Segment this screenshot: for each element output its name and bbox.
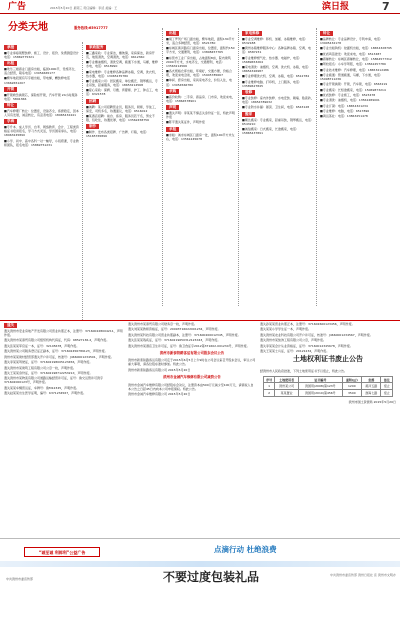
notice-item: 遗失李某某驾驶证，证号：371602198005123456，声明作废。	[4, 360, 93, 365]
newspaper-logo: 滨日报	[322, 2, 350, 12]
notice-item: 遗失某某车辆营运证，车牌号：鲁M12345，声明作废。	[4, 385, 80, 390]
ad-main-text: 不要过度包装礼品	[162, 570, 259, 584]
classified-item: ■专业擦油烟机，清洗空调，疏通下水道，马桶，维修水电，电话：6518990	[86, 60, 158, 69]
notice-item: 遗失某某小学学生证一本，声明作废。	[260, 327, 312, 332]
notice-body: 滨州市金诚汽车维修有限公司经股东会决议，注册资本由500万元减少至100万元，请债权人自本公告之日起45日内向本公司申报债权。特此公告。	[128, 382, 254, 391]
classified-column-4	[242, 30, 314, 320]
category-label: 遗失	[4, 323, 17, 328]
classified-item: ■优质鸡苗批发：欢迎来电，电话：6513487	[320, 51, 382, 56]
classified-item: ■遗失声明：李某某不慎丢失身份证一张，特此声明作废	[166, 110, 235, 119]
classified-item: ■滨州冰箱维修服务中心：各种品牌冰箱、空调，电话：6587231	[242, 46, 311, 55]
notice-item: 遗失滨州市某商贸有限公司组织机构代码证，代码：68527136-2，声明作废。	[4, 338, 110, 343]
classified-column-1	[4, 44, 80, 320]
table-cell: 渤海七路	[361, 390, 381, 397]
notice-title: 滨州市新泰铁路客运有限公司股东会议公告	[159, 350, 225, 355]
category-label: 装修	[242, 90, 255, 95]
classified-item: ■各式规格仓库出租，环境好，交通方便，价格合理，欢迎来电洽谈，电话：15945785667	[166, 69, 232, 78]
land-notice-table	[263, 376, 394, 397]
notice-item: 遗失刘某某教师资格证，证号：20093716022001234，声明作废。	[128, 327, 221, 332]
classified-column-2	[86, 44, 160, 320]
table-row	[263, 383, 393, 390]
classified-item: ■单间、套房出租，家具家电齐全，拎包入住，电话：13054566780	[166, 78, 232, 87]
classified-item: ■专业开锁换锁：开锁，汽车锁，电话：6563219	[320, 82, 388, 87]
banner-phone: 服务热线:65917777	[74, 26, 108, 30]
ad-brand: “诚至诚 利郎利”公益广告	[24, 547, 100, 557]
notice-item: 遗失孙某某营业执照正本，注册号：371602600123456，声明作废。	[260, 322, 355, 326]
notice-item: 遗失王某某士兵证，证号：20121234，声明作废。	[260, 349, 330, 354]
notices-left	[4, 322, 124, 522]
ad-band	[0, 561, 400, 567]
classified-item: ■制作、发布各类招牌、广告牌、灯箱，电话：15165765896	[86, 130, 149, 139]
table-cell: 1200	[342, 383, 361, 390]
section-divider	[0, 320, 400, 321]
classified-item: ■繁华地段现有写字楼出租，带电梯，精装修电话13662651207	[4, 76, 70, 85]
notice-item: 遗失张某某残疾证，证号：37160219650312123X43，声明作废。	[128, 338, 221, 343]
notice-item: 遗失滨州市某建筑工程有限公司公章一枚，声明作废。	[4, 365, 77, 370]
classified-item: ■专升本、成人学历、自考、网络教育、会计、工程类资格证书培训报名，学习方式灵活，学历国家承认，电话：18963245890	[4, 125, 80, 138]
table-cell: 滨州某公司	[275, 383, 298, 390]
land-notice-sign: 滨州市国土资源局 2015年5月20日	[348, 399, 396, 404]
classified-item: ■诚信搬家：日式搬家，长途搬家，电话：15865437891	[242, 126, 299, 135]
page-number: 7	[382, 0, 390, 13]
classified-item: ■优质装修：专业施工，电话：6523478	[320, 93, 376, 98]
classified-item: ■诚聘：某公司招聘营业员，服务员，厨师，学徒工，保安，司机多名，待遇面议，电话：6516012	[86, 104, 158, 113]
classified-item: ■开锁救急换锁芯，保险柜开锁，汽车开锁 24小时服务 电话：5891366	[4, 92, 78, 101]
category-label: 转让	[320, 31, 333, 36]
classified-column-5	[320, 30, 398, 320]
classified-item: ■专业订餐：电话：18654321234	[320, 103, 368, 108]
land-notice-title: 土地权利证书废止公告	[293, 355, 363, 364]
notice-item: 遗失滨州某农业科技有限公司开户许可证，核准号：J4660001234567，声明作废。	[260, 332, 373, 337]
classified-column-3	[166, 30, 236, 320]
table-cell: 2	[263, 390, 275, 397]
classified-item: ■顺达搬家：专业搬家，起重吊装，钢琴搬运，电话：6543210	[242, 117, 314, 126]
category-label: 求租	[166, 127, 179, 132]
classified-item: ■胡丁罗列广场门面出租，繁华地段，面积130平方米，适合多种经营，电话：6521780	[166, 36, 235, 45]
category-label: 搬家	[242, 112, 255, 117]
classified-item: ■专业出租钩机：挖掘机出租，电话：18654328795	[320, 46, 392, 51]
table-cell: 某某置业	[275, 390, 298, 397]
notice-body: 滨州市新泰铁路客运有限公司定于2015年6月5日上午9时在公司会议室召开股东会议，审议公司重大事项，请各位股东准时参加。特此公告。	[128, 358, 256, 367]
category-label: 求购	[166, 89, 179, 94]
category-label: 招聘	[86, 99, 99, 104]
category-label: 开锁	[4, 87, 17, 92]
table-cell: 滨国用(2008)第123号	[298, 383, 342, 390]
classified-item: ■专业维修电脑、打印机，上门服务，电话：13589627845	[242, 79, 302, 88]
category-label: 家电维修	[242, 31, 262, 36]
notice-item: 遗失滨州市某物流有限公司道路运输经营许可证，证号：鲁交运管许可滨字371602000123号，声明作废。	[4, 376, 104, 385]
classified-item: ■专业搬家公司：居民搬家、单位搬迁、钢琴搬运，专业吊装，起重服务，电话：18653214568	[86, 79, 158, 88]
category-label: 学海	[4, 119, 17, 124]
classified-item: ■专业搬家：长短途搬家，电话：15069873214	[320, 87, 386, 92]
table-cell: 黄河五路	[361, 383, 381, 390]
classified-item: ■专业防水补漏：屋顶、卫生间，电话：6543128	[242, 105, 310, 110]
notice-item: 遗失李某某会计从业资格证，证号：37160012345678，声明作废。	[260, 343, 353, 348]
classified-item: ■某酒店招聘：前台、客房、服务员若干名，男女不限，包吃住，待遇优厚，电话：13562458756	[86, 114, 155, 123]
classified-item: ■专业维修：电脑，电话：6517896	[320, 109, 370, 114]
classified-item: ■家电维修：专业维修各种品牌冰箱，空调，洗衣机，热水器，电话：13065235780	[86, 69, 158, 78]
category-label: 家政服务	[86, 45, 106, 50]
table-header-cell: 土地使用者	[275, 376, 298, 383]
notice-item: 遗失王某某身份证，证号：37160219871225321X，声明作废。	[4, 370, 93, 375]
classified-item: ■驾校报名：小车学驾照，电话：13562457789	[320, 62, 386, 67]
classified-item: ■爱心家政：保姆、月嫂、育婴师、护工、钟点工，电话：6321578	[86, 88, 158, 97]
classified-item: ■专业空调维修：移机、加氟、冰箱维修，电话：6532188	[242, 36, 308, 45]
section-title: 广告	[8, 2, 27, 12]
classified-item: ■专业疏通：管道疏通，马桶，下水道，电话：15098711236	[320, 72, 383, 81]
notices-right	[260, 322, 396, 522]
table-cell: 1	[263, 383, 275, 390]
classified-banner	[0, 15, 128, 42]
column-divider	[316, 28, 317, 306]
classified-item: ■鸿运茶社：电话：13863251478	[320, 114, 368, 119]
issue-meta: 2015年5月20日 星期三 责任编辑：李延 美编：王	[50, 6, 118, 10]
table-cell: 废止	[381, 390, 393, 397]
category-label: 制作	[86, 124, 99, 129]
classified-item: ■品牌转让：专业品牌设计，专利申请，电话：13905432178	[320, 36, 383, 45]
land-notice-body: 经滨州市人民政府批准，下列土地使用证书予以废止，特此公告。	[260, 368, 348, 373]
classified-item: ■小学、初中、高中各科一对一辅导，小班授课，专业教师团队，报名电话：15869751231	[4, 138, 79, 147]
banner-title: 分类天地	[8, 22, 48, 33]
classified-item: ■东营市工业厂房出租，占地面积8亩，院内建筑2000平方米，水电齐全，交通便利，电话：13563214566	[166, 55, 231, 68]
table-header-cell: 序号	[263, 376, 275, 383]
category-label: 出租	[4, 61, 17, 66]
table-header-cell: 坐落	[361, 376, 381, 383]
table-cell: 废止	[381, 383, 393, 390]
category-label: 转让	[4, 103, 17, 108]
classified-item: ■专业修理洗衣机、空调、冰箱，电话：6512784	[242, 74, 310, 79]
classified-item: ■欢乐三楼商业门面房出租，临街1000平，设施齐全，适合经营，联系电话：13054665177	[4, 67, 78, 76]
table-header-cell: 证书编号	[298, 376, 342, 383]
table-header-cell: 备注	[381, 376, 393, 383]
column-divider	[238, 28, 239, 306]
notice-item: 遗失滨州市某酒店卫生许可证，证号：鲁卫食证字2012第371602-001234号，声明作废。	[128, 343, 250, 348]
classified-item: ■高价收购：二手房、商品房、门市房，欢迎来电，电话：15864578901	[166, 94, 235, 103]
ad-slogan: 点滴行动 杜绝浪费	[214, 545, 277, 554]
classified-item: ■三鑫家政：专业保洁，擦玻璃，家庭保洁，新房开荒，地毯清洗，空调清洗，电话：6612360	[86, 50, 155, 59]
classified-item: ■专业清洗：油烟机，电话：13562489001	[320, 98, 380, 103]
classified-item: ■专业承接别墅装修、施工、设计、报价、免费测量设计电话：15869775321	[4, 50, 79, 59]
classified-item: ■专业维修燃气灶、热水器、电磁炉，电话：15689653264	[242, 55, 302, 64]
ad-org-left: 中共滨州市委宣传部	[6, 577, 34, 581]
category-label: 承接	[4, 45, 17, 50]
notice-item: 遗失赵某某出生医学证明，编号：K371234567，声明作废。	[4, 391, 87, 396]
classified-item: ■专业技术维修：汽车修理，电话：18653212486	[320, 67, 389, 72]
ad-org-right: 中共滨州市委宣传部 滨州日报社 宣 滨州市文明办	[330, 573, 396, 577]
notice-item: 遗失滨州某科技有限公司营业执照副本，注册号：371600200012345，声明作废。	[128, 332, 241, 337]
notice-sign: 滨州市新泰铁路客运有限公司 2015年5月20日	[128, 367, 191, 372]
column-divider	[162, 28, 163, 306]
notice-item: 遗失滨州某公司税务登记证正副本，证号：371602456789123，声明作废。	[4, 349, 108, 354]
notice-item: 遗失张某某军官证一本，证号：32145678，声明作废。	[4, 343, 80, 348]
category-label: 声明	[166, 105, 179, 110]
classified-item: ■汽车修理厂转让：位置佳，设备齐全，客源稳定，因本人另有发展，诚意转让，有意者电话：18965432441	[4, 108, 79, 117]
category-label: 出租	[166, 31, 179, 36]
classified-item: ■商铺转让：东城区商铺转让，电话：15864577312	[320, 56, 392, 61]
classified-item: ■陈平遗失某证件，声明作废	[166, 120, 205, 125]
classified-item: ■家电清洗：油烟机、空调、洗衣机、冰箱，电话：18654326987	[242, 65, 311, 74]
column-divider	[82, 42, 83, 320]
notice-item: 遗失滨州市某装饰工程有限公司公章，声明作废。	[260, 338, 327, 343]
notice-sign: 滨州市金诚汽车维修有限公司 2015年5月20日	[128, 392, 191, 396]
notice-item: 滨州市某某建材经营部遗失开户许可证，核准号：J4660001234501，声明作废。	[4, 354, 114, 359]
table-row	[263, 390, 393, 397]
notice-item: 遗失滨州市宏业房地产开发有限公司营业执照正本，注册号：371600228004211，声明作废。	[4, 328, 123, 337]
notices-middle	[128, 322, 256, 522]
page-header	[0, 0, 400, 14]
notice-item: 遗失滨州市某商贸有限公司财务章一枚，声明作废。	[128, 322, 198, 326]
table-cell: 3500	[342, 390, 361, 397]
classified-item: ■专业装修：室内外装修、水电安装、刷墙、贴瓷砖，电话：18654789632	[242, 95, 314, 105]
classified-item: ■东城区黄河路有门面房出租，位置佳，面积约150平方米，交通便利，电话：13808457765	[166, 46, 235, 55]
public-service-ad	[0, 538, 400, 634]
table-header-cell: 面积(㎡)	[342, 376, 361, 383]
notice-title: 滨州市金诚汽车维修有限公司减资公告	[163, 374, 221, 379]
table-cell: 滨国用(2010)第456号	[298, 390, 342, 397]
table-header-row	[263, 376, 393, 383]
classified-item: ■求租：诚求东城区门面房一处，面积100平方米左右，电话：13561245678	[166, 132, 235, 141]
